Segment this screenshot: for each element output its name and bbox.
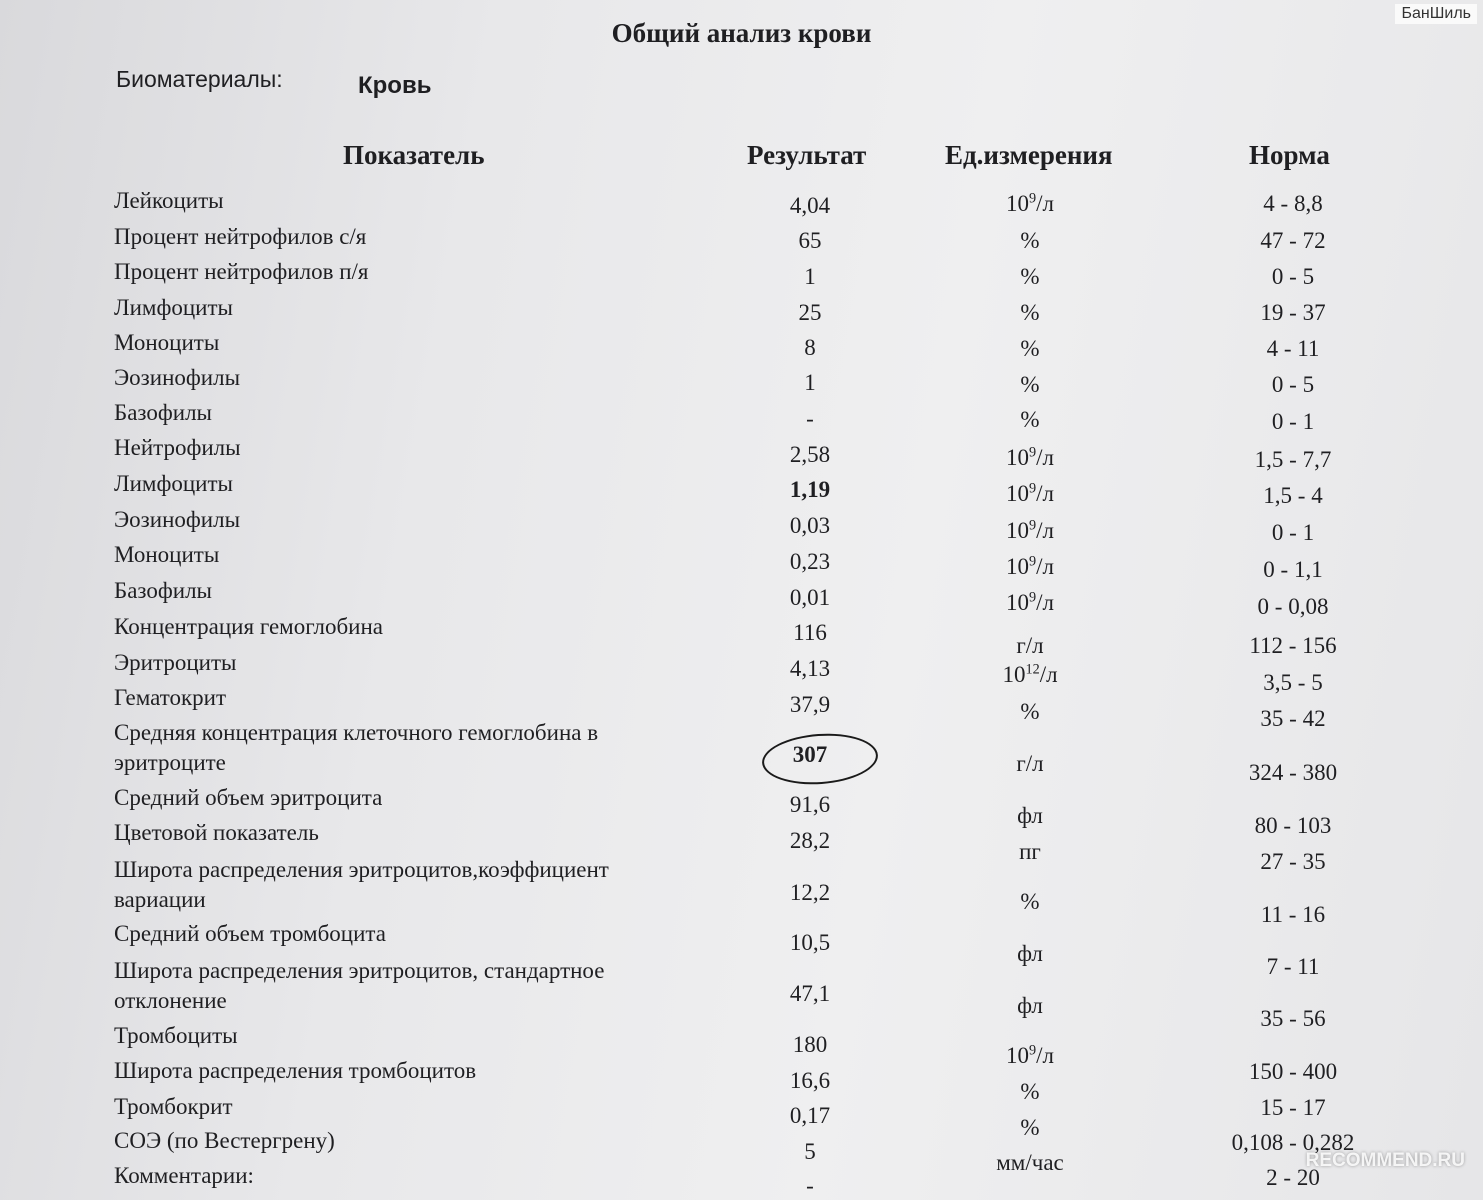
row-norm: 15 - 17 [1260,1095,1326,1120]
row-name: Лимфоциты [114,295,233,320]
row-norm: 7 - 11 [1266,954,1320,979]
row-unit: $10^{12}/л$ [1002,661,1058,687]
row-name: отклонение [114,988,227,1013]
row-unit: $10^9/л$ [1006,190,1054,216]
row-result: 1,19 [789,477,831,502]
row-result: 2,58 [789,442,831,467]
row-norm: 150 - 400 [1248,1059,1338,1084]
row-name: Процент нейтрофилов с/я [114,224,367,249]
row-name: Гематокрит [114,685,227,710]
row-norm: 35 - 56 [1260,1006,1326,1031]
row-norm: 0 - 1 [1271,409,1315,434]
row-result: 47,1 [789,981,831,1006]
row-unit: $10^9/л$ [1006,589,1054,615]
row-result: 8 [804,335,816,360]
row-name: Средний объем эритроцита [114,785,383,810]
row-name: Базофилы [114,400,213,425]
row-name: Эритроциты [114,650,237,675]
row-result: 4,04 [789,193,831,218]
row-unit: % [1020,407,1040,432]
row-result: - [806,406,814,431]
row-result: 116 [793,620,827,645]
header-norm: Норма [1249,140,1330,170]
row-norm: 80 - 103 [1254,813,1332,838]
row-name: Моноциты [114,330,220,355]
row-unit: пг [1019,839,1041,864]
row-result: 12,2 [789,880,831,905]
row-name: Средний объем тромбоцита [114,921,386,946]
row-result: 25 [798,300,822,325]
row-unit: г/л [1016,633,1044,658]
header-result: Результат [747,140,867,170]
row-result: 10,5 [789,930,831,955]
row-result: 91,6 [789,792,831,817]
row-unit: % [1020,699,1040,724]
row-norm: 0 - 5 [1271,372,1315,397]
biomaterial-value: Кровь [358,72,432,99]
row-result: 0,23 [789,549,831,574]
row-name: Эозинофилы [114,365,241,390]
row-norm: 35 - 42 [1260,706,1326,731]
row-name: Комментарии: [114,1163,254,1188]
row-result: 0,03 [789,513,831,538]
row-unit: % [1020,1079,1040,1104]
row-name: Процент нейтрофилов п/я [114,259,369,284]
row-name: Лимфоциты [114,471,233,496]
row-unit: % [1020,1115,1040,1140]
row-unit: % [1020,336,1040,361]
row-unit: % [1020,300,1040,325]
row-name: Тромбокрит [114,1094,233,1119]
row-unit: фл [1017,941,1043,966]
row-result: 16,6 [789,1068,831,1093]
row-unit: фл [1017,993,1043,1018]
row-result: 4,13 [789,656,831,681]
row-norm: 27 - 35 [1260,849,1326,874]
header-unit: Ед.измерения [945,140,1113,170]
row-unit: фл [1017,803,1043,828]
row-name: Нейтрофилы [114,435,241,460]
row-norm: 0 - 1 [1271,520,1315,545]
row-unit: % [1020,228,1040,253]
row-norm: 112 - 156 [1249,633,1337,658]
row-name: Лейкоциты [114,188,224,213]
row-result: 28,2 [789,828,831,853]
biomaterial-label: Биоматериалы: [116,66,283,92]
row-name: Широта распределения эритроцитов, стандартное [114,958,605,983]
row-unit: $10^9/л$ [1006,480,1054,506]
row-name: Эозинофилы [114,507,241,532]
header-name: Показатель [343,140,485,170]
row-result: 307 [792,742,828,767]
row-name: Тромбоциты [114,1023,238,1048]
row-norm: 1,5 - 7,7 [1254,447,1332,472]
row-unit: $10^9/л$ [1006,553,1054,579]
row-norm: 4 - 8,8 [1263,191,1323,216]
row-name: Моноциты [114,542,220,567]
row-norm: 11 - 16 [1260,902,1326,927]
row-name: Средняя концентрация клеточного гемоглобина в [114,720,599,745]
row-name: СОЭ (по Вестергрену) [114,1128,335,1153]
row-result: 1 [804,370,816,395]
row-name: Широта распределения тромбоцитов [114,1058,477,1083]
page-title: Общий анализ крови [611,18,872,48]
row-norm: 0 - 0,08 [1257,594,1329,619]
row-unit: % [1020,264,1040,289]
watermark-bottom: RECOMMEND.RU [1305,1150,1465,1171]
row-name: Широта распределения эритроцитов,коэффициент [114,857,609,882]
row-norm: 0 - 1,1 [1263,557,1323,582]
row-norm: 47 - 72 [1260,228,1326,253]
row-result: 1 [804,264,816,289]
row-unit: $10^9/л$ [1006,1042,1054,1068]
row-name: Цветовой показатель [114,820,319,845]
row-norm: 4 - 11 [1266,336,1320,361]
row-unit: $10^9/л$ [1006,517,1054,543]
row-result: 0,01 [789,585,831,610]
row-result: 65 [798,228,822,253]
row-result: 0,17 [789,1103,831,1128]
row-result: 5 [804,1139,816,1164]
row-result: 37,9 [789,692,831,717]
row-norm: 1,5 - 4 [1263,483,1323,508]
row-result: 180 [792,1032,828,1057]
row-result: - [806,1173,814,1198]
row-unit: г/л [1016,751,1044,776]
hand-drawn-circle [760,730,879,788]
row-unit: $10^9/л$ [1006,444,1054,470]
row-name: вариации [114,887,206,912]
row-norm: 324 - 380 [1248,760,1338,785]
row-unit: мм/час [996,1150,1064,1175]
row-name: эритроците [114,750,226,775]
row-norm: 3,5 - 5 [1263,670,1323,695]
row-norm: 19 - 37 [1260,300,1326,325]
row-unit: % [1020,372,1040,397]
row-unit: % [1020,889,1040,914]
row-norm: 0 - 5 [1271,264,1315,289]
watermark-top: БанШиль [1395,4,1477,24]
row-norm: 2 - 20 [1266,1165,1320,1190]
row-name: Концентрация гемоглобина [114,614,383,639]
row-norm: 0,108 - 0,282 [1231,1130,1355,1155]
row-name: Базофилы [114,578,213,603]
